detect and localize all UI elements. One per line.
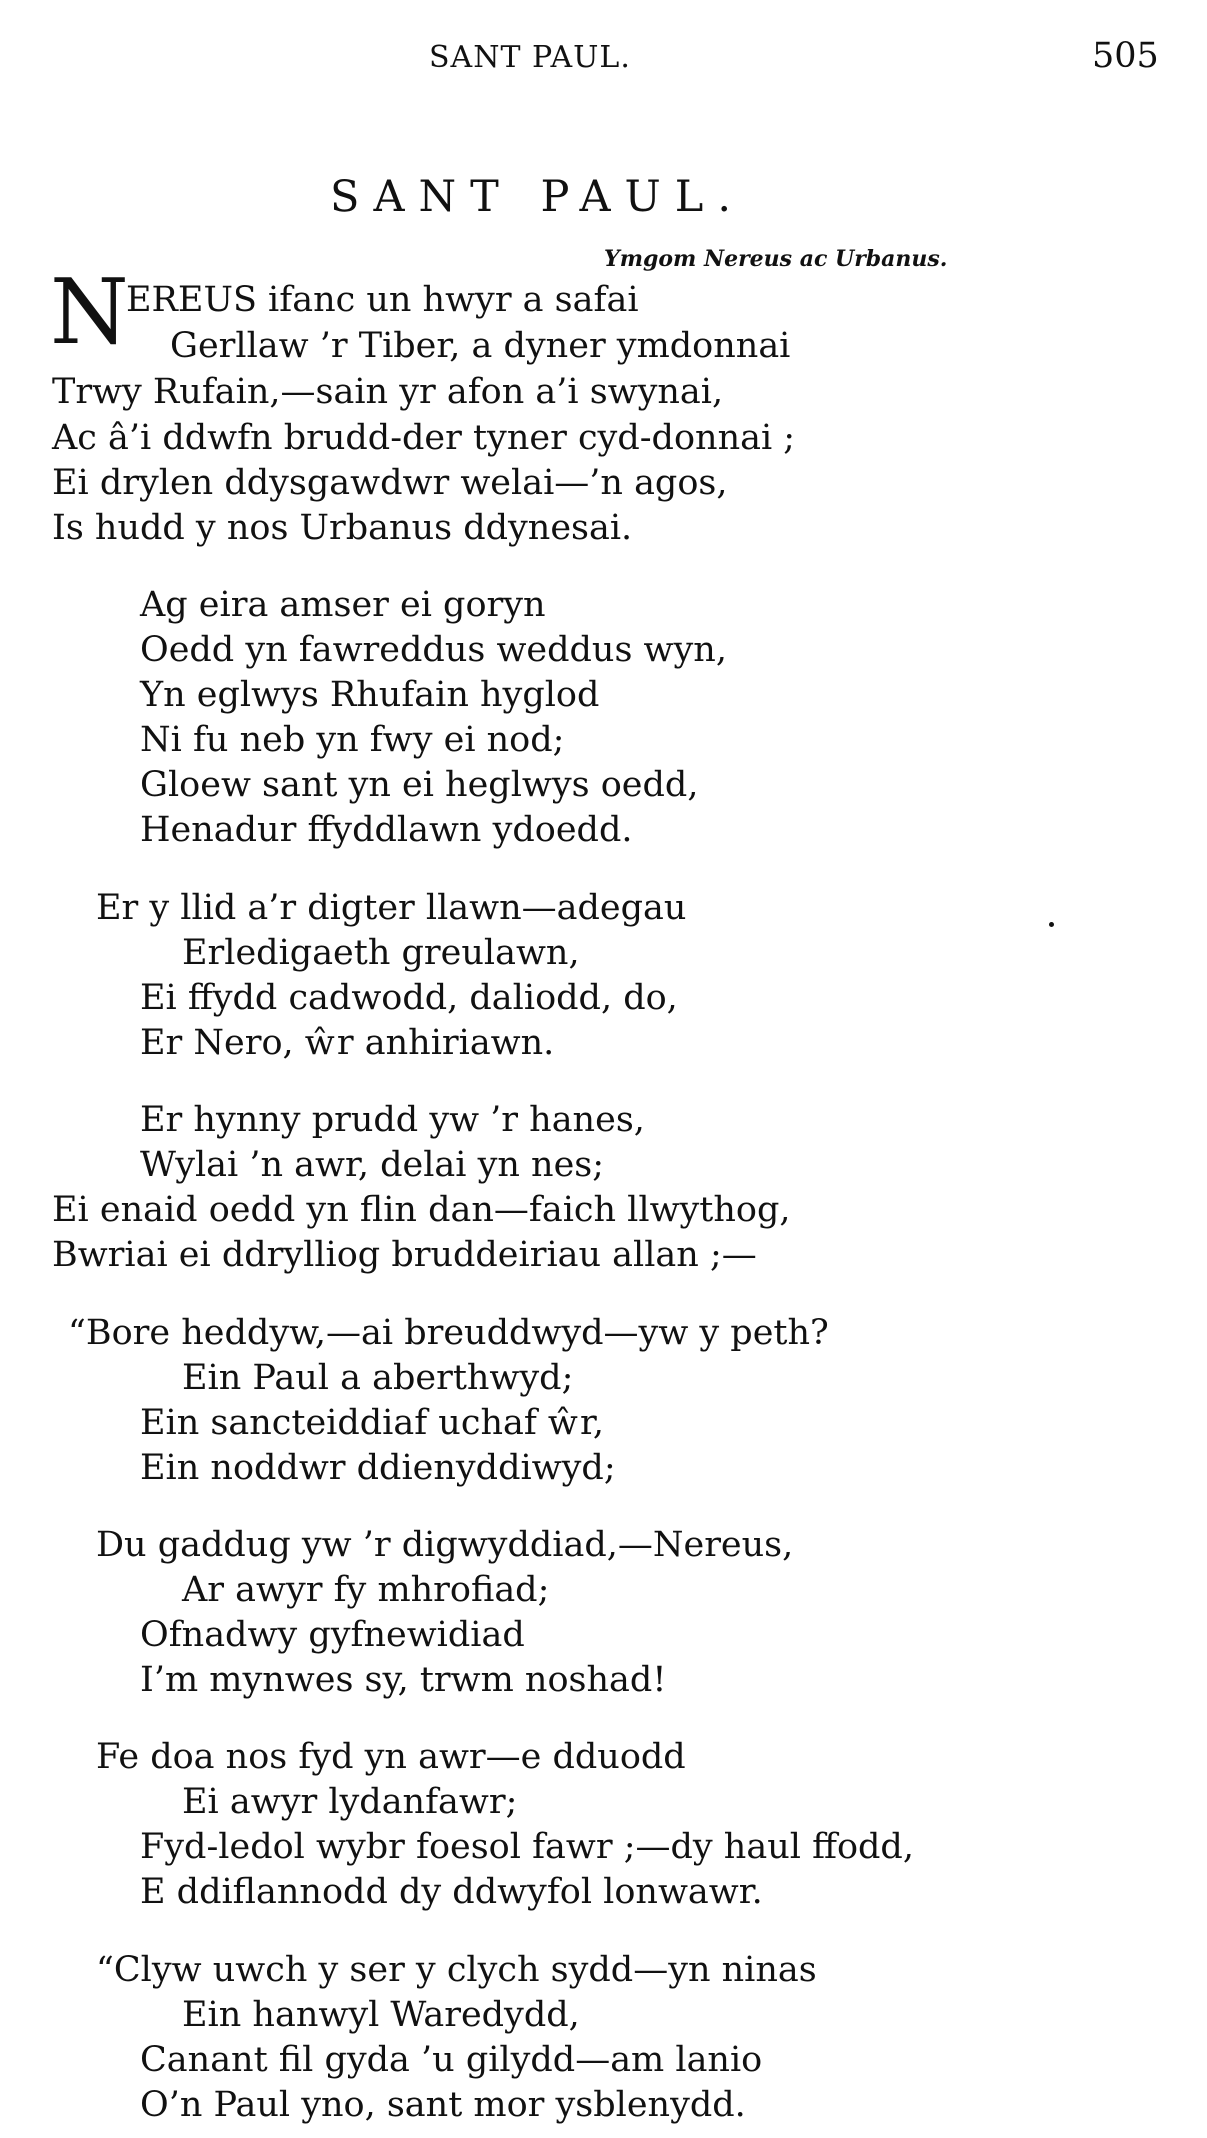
poem-line: Ein Paul a aberthwyd; (182, 1358, 574, 1398)
poem-line: E ddiflannodd dy ddwyfol lonwawr. (140, 1872, 763, 1912)
poem-line: Trwy Rufain,—sain yr afon a’i swynai, (52, 372, 724, 412)
drop-cap: N (50, 260, 129, 365)
poem-line: Du gaddug yw ’r digwyddiad,—Nereus, (96, 1525, 794, 1565)
poem-line: Is hudd y nos Urbanus ddynesai. (52, 508, 633, 548)
poem-line: Bwriai ei ddrylliog bruddeiriau allan ;— (52, 1235, 757, 1275)
poem-line: Ac â’i ddwfn brudd-der tyner cyd-donnai ; (52, 418, 796, 458)
poem-line: Ofnadwy gyfnewidiad (140, 1615, 525, 1655)
poem-line: Ei ffydd cadwodd, daliodd, do, (140, 978, 678, 1018)
poem-line: I’m mynwes sy, trwm noshad! (140, 1660, 667, 1700)
poem-line: Ein hanwyl Waredydd, (182, 1995, 580, 2035)
poem-line: Erledigaeth greulawn, (182, 933, 580, 973)
poem-subtitle: Ymgom Nereus ac Urbanus. (604, 246, 948, 272)
poem-line: Gloew sant yn ei heglwys oedd, (140, 765, 699, 805)
poem-line: Yn eglwys Rhufain hyglod (140, 675, 600, 715)
poem-line: Oedd yn fawreddus weddus wyn, (140, 630, 727, 670)
poem-line: “Bore heddyw,—ai breuddwyd—yw y peth? (68, 1313, 829, 1353)
poem-line: Ni fu neb yn fwy ei nod; (140, 720, 565, 760)
poem-line: Fyd-ledol wybr foesol fawr ;—dy haul ffodd, (140, 1827, 914, 1867)
poem-line: Er hynny prudd yw ’r hanes, (140, 1100, 645, 1140)
page-number: 505 (1092, 36, 1159, 76)
poem-line: Wylai ’n awr, delai yn nes; (140, 1145, 605, 1185)
poem-line: O’n Paul yno, sant mor ysblenydd. (140, 2085, 746, 2125)
poem-line: Fe doa nos fyd yn awr—e dduodd (96, 1737, 686, 1777)
poem-line: Ar awyr fy mhrofiad; (182, 1570, 550, 1610)
poem-title: SANT PAUL. (330, 172, 745, 222)
poem-line: Canant fil gyda ’u gilydd—am lanio (140, 2040, 763, 2080)
running-head: SANT PAUL. (429, 40, 631, 75)
poem-line: EREUS ifanc un hwyr a safai (126, 280, 639, 320)
print-speck (1049, 922, 1054, 927)
poem-line: Ein sancteiddiaf uchaf ŵr, (140, 1403, 605, 1443)
poem-line: Ei enaid oedd yn flin dan—faich llwythog, (52, 1190, 791, 1230)
poem-line: Er Nero, ŵr anhiriawn. (140, 1023, 555, 1063)
poem-line: Henadur ffyddlawn ydoedd. (140, 810, 633, 850)
poem-line: Ag eira amser ei goryn (140, 585, 546, 625)
poem-line: “Clyw uwch y ser y clych sydd—yn ninas (96, 1950, 817, 1990)
poem-line: Ei drylen ddysgawdwr welai—’n agos, (52, 463, 728, 503)
poem-line: Gerllaw ’r Tiber, a dyner ymdonnai (170, 326, 791, 366)
poem-line: Er y llid a’r digter llawn—adegau (96, 888, 687, 928)
poem-line: Ein noddwr ddienyddiwyd; (140, 1448, 616, 1488)
poem-line: Ei awyr lydanfawr; (182, 1782, 518, 1822)
